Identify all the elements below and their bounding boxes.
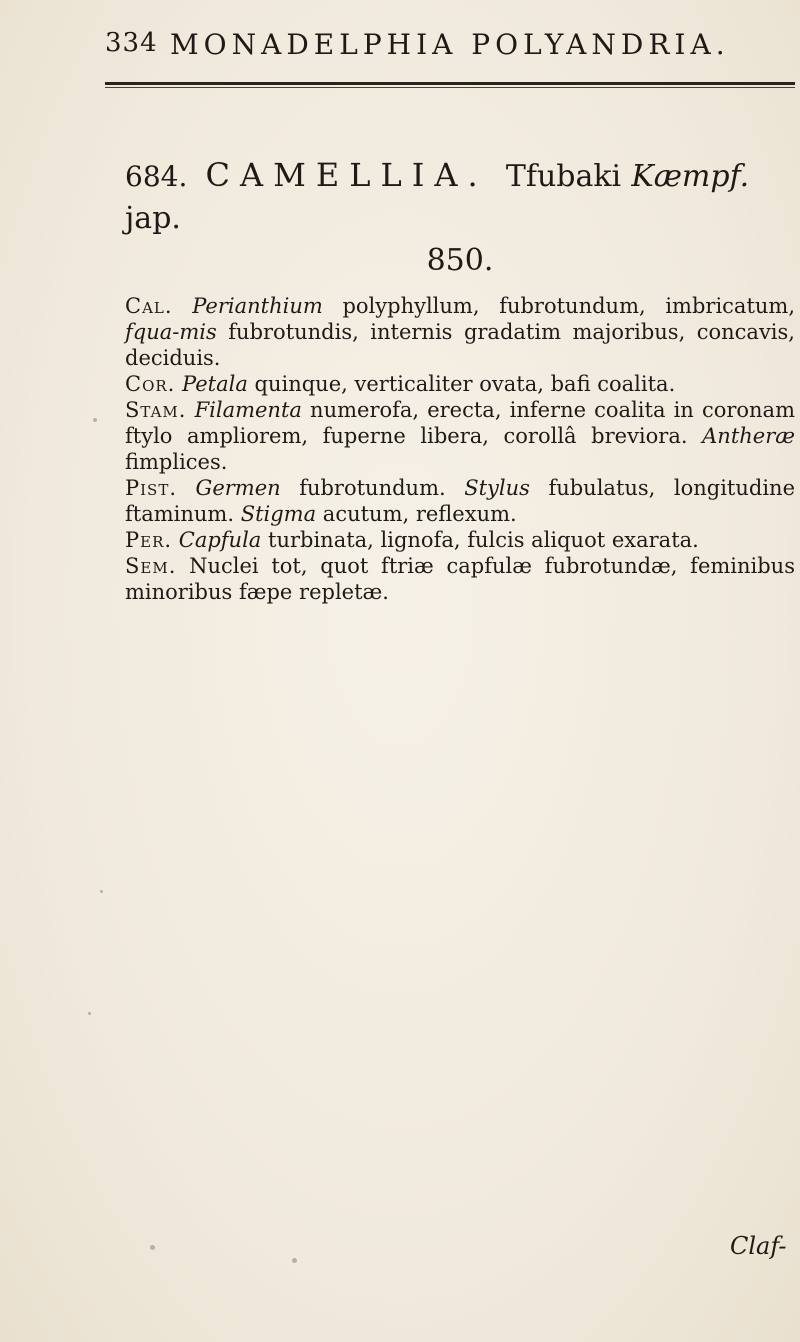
genus-reference: jap.: [125, 201, 181, 236]
paper-speck: [150, 1245, 155, 1250]
pericarp-text: turbinata, lignofa, fulcis aliquot exarata.: [268, 528, 699, 552]
stamen-text: numerofa, erecta, inferne coalita in coronam ftylo ampliorem, fuperne libera, corollâ breviora.: [125, 398, 795, 448]
genus-synonym: Tfubaki: [505, 159, 622, 194]
paper-speck: [93, 418, 97, 422]
genus-name: CAMELLIA.: [205, 156, 488, 194]
page-header: [105, 28, 795, 68]
seed-paragraph: [125, 553, 795, 605]
paper-speck: [88, 1012, 91, 1015]
genus-author: Kæmpf.: [631, 159, 750, 194]
calyx-paragraph: [125, 293, 795, 371]
stamen-paragraph: [125, 397, 795, 475]
seed-label: Sem.: [125, 554, 177, 578]
corolla-paragraph: [125, 371, 795, 397]
genus-heading: [125, 155, 795, 281]
pericarp-term: Capfula: [178, 528, 262, 552]
character-description: [125, 293, 795, 605]
paper-speck: [100, 890, 103, 893]
calyx-term: Perianthium: [192, 294, 323, 318]
genus-reference-page: 850.: [426, 243, 494, 278]
stamen-label: Stam.: [125, 398, 187, 422]
corolla-label: Cor.: [125, 372, 176, 396]
calyx-label: Cal.: [125, 294, 173, 318]
seed-text: Nuclei tot, quot ftriæ capfulæ fubrotundæ, feminibus minoribus fæpe repletæ.: [125, 554, 795, 604]
stamen-term-2: Antheræ: [702, 424, 795, 448]
pistil-term-3: Stigma: [240, 502, 317, 526]
pericarp-paragraph: [125, 527, 795, 553]
pistil-paragraph: [125, 475, 795, 527]
calyx-term-2: fqua-mis: [125, 320, 217, 344]
pistil-term-2: Stylus: [464, 476, 530, 500]
calyx-text-2: fubrotundis, internis gradatim majoribus, concavis, deciduis.: [125, 320, 795, 370]
pistil-term: Germen: [195, 476, 281, 500]
pistil-text-2: fubulatus, longitudine ftaminum.: [125, 476, 795, 526]
pistil-text-3: acutum, reflexum.: [322, 502, 517, 526]
stamen-term: Filamenta: [194, 398, 302, 422]
corolla-text: quinque, verticaliter ovata, bafi coalita.: [254, 372, 676, 396]
corolla-term: Petala: [182, 372, 248, 396]
pistil-text: fubrotundum.: [299, 476, 446, 500]
genus-number: 684.: [125, 160, 188, 193]
pistil-label: Pist.: [125, 476, 178, 500]
catchword: Claf-: [730, 1232, 787, 1260]
stamen-text-2: fimplices.: [125, 450, 228, 474]
calyx-text: polyphyllum, fubrotundum, imbricatum,: [342, 294, 795, 318]
header-rule: [105, 82, 795, 85]
paper-speck: [292, 1258, 297, 1263]
running-title: MONADELPHIA POLYANDRIA.: [170, 28, 730, 61]
pericarp-label: Per.: [125, 528, 173, 552]
page-number: 334: [105, 28, 158, 58]
